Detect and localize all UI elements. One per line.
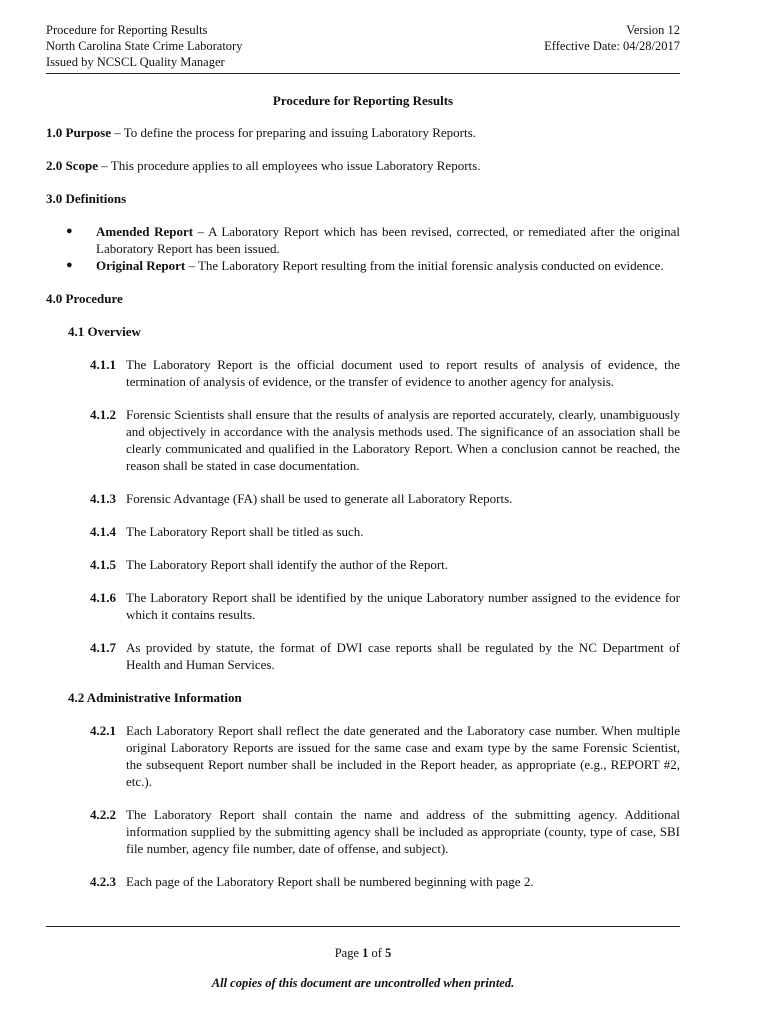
- procedure-item: [46, 722, 680, 790]
- procedure-item: [46, 639, 680, 673]
- page-number: [46, 946, 680, 961]
- uncontrolled-copy-notice: All copies of this document are uncontrolled when printed.: [211, 976, 515, 990]
- definition-term: Amended Report: [96, 224, 194, 239]
- item-text: The Laboratory Report shall be titled as such.: [126, 524, 364, 539]
- section-scope-text: – This procedure applies to all employees who issue Laboratory Reports.: [98, 158, 481, 173]
- item-number: 4.1.5: [90, 557, 116, 572]
- header-right-block: [544, 22, 680, 54]
- item-text: Forensic Advantage (FA) shall be used to generate all Laboratory Reports.: [126, 491, 513, 506]
- section-scope-label: 2.0 Scope: [46, 158, 98, 173]
- definition-term: Original Report: [96, 258, 186, 273]
- item-text: Each Laboratory Report shall reflect the date generated and the Laboratory case number. When multiple original Laboratory Reports are issued for the same case and exam type by the same Forensic Scientist, the subsequent Report number shall be included in the Report header, as appropriate (e.g., REPORT #2, etc.).: [126, 723, 680, 789]
- page-total: 5: [385, 946, 392, 960]
- item-text: The Laboratory Report shall contain the name and address of the submitting agency. Additional information supplied by the submitting agency shall be included as appropriate (county, type of case, SBI file number, agency file number, date of offense, and subject).: [126, 807, 680, 856]
- document-title: Procedure for Reporting Results: [272, 93, 454, 108]
- definition-text: – A Laboratory Report which has been revised, corrected, or remediated after the original Laboratory Report has been issued.: [96, 224, 680, 256]
- item-number: 4.1.4: [90, 524, 116, 539]
- page-mid: of: [368, 946, 386, 960]
- item-number: 4.2.2: [90, 807, 116, 822]
- section-purpose: [46, 124, 680, 141]
- item-text: Forensic Scientists shall ensure that the results of analysis are reported accurately, clearly, unambiguously and objectively in accordance with the analysis methods used. The significance of an association shall be clearly communicated and qualified in the Laboratory Report. When a conclusion cannot be reached, the reason shall be stated in case documentation.: [126, 407, 680, 473]
- document-body: [46, 92, 680, 906]
- section-definitions-heading: 3.0 Definitions: [46, 191, 127, 206]
- procedure-item: [46, 356, 680, 390]
- subsection-overview-heading: 4.1 Overview: [68, 324, 141, 339]
- section-purpose-label: 1.0 Purpose: [46, 125, 111, 140]
- item-number: 4.1.3: [90, 491, 116, 506]
- item-text: As provided by statute, the format of DWI case reports shall be regulated by the NC Department of Health and Human Services.: [126, 640, 680, 672]
- section-purpose-text: – To define the process for preparing and issuing Laboratory Reports.: [111, 125, 476, 140]
- bullet-icon: ●: [66, 225, 73, 237]
- item-number: 4.2.3: [90, 874, 116, 889]
- procedure-item: [46, 523, 680, 540]
- bullet-icon: ●: [66, 259, 73, 271]
- header-divider: [46, 73, 680, 74]
- item-text: The Laboratory Report shall identify the author of the Report.: [126, 557, 449, 572]
- definition-item: [46, 223, 680, 257]
- item-text: Each page of the Laboratory Report shall be numbered beginning with page 2.: [126, 874, 534, 889]
- procedure-item: [46, 556, 680, 573]
- header-doc-title: Procedure for Reporting Results: [46, 23, 208, 37]
- definition-text: – The Laboratory Report resulting from the initial forensic analysis conducted on evidence.: [185, 258, 664, 273]
- header-organization: North Carolina State Crime Laboratory: [46, 39, 243, 53]
- definitions-list: [46, 223, 680, 274]
- procedure-item: [46, 873, 680, 890]
- item-text: The Laboratory Report is the official document used to report results of analysis of evidence, the termination of analysis of evidence, or the transfer of evidence to another agency for analysis.: [126, 357, 680, 389]
- footer-divider: [46, 926, 680, 927]
- procedure-item: [46, 406, 680, 474]
- page-current: 1: [362, 946, 369, 960]
- procedure-item: [46, 589, 680, 623]
- header-issuer: Issued by NCSCL Quality Manager: [46, 55, 225, 69]
- procedure-item: [46, 806, 680, 857]
- item-text: The Laboratory Report shall be identified by the unique Laboratory number assigned to the evidence for which it contains results.: [126, 590, 680, 622]
- item-number: 4.1.2: [90, 407, 116, 422]
- section-procedure-heading: 4.0 Procedure: [46, 291, 123, 306]
- definition-item: [46, 257, 680, 274]
- subsection-admin-heading: 4.2 Administrative Information: [68, 690, 242, 705]
- item-number: 4.2.1: [90, 723, 116, 738]
- header-effective-date: Effective Date: 04/28/2017: [544, 39, 680, 53]
- procedure-item: [46, 490, 680, 507]
- item-number: 4.1.1: [90, 357, 116, 372]
- item-number: 4.1.7: [90, 640, 116, 655]
- header-version: Version 12: [626, 23, 680, 37]
- item-number: 4.1.6: [90, 590, 116, 605]
- section-scope: [46, 157, 680, 174]
- header-left-block: [46, 22, 242, 70]
- page-prefix: Page: [334, 946, 363, 960]
